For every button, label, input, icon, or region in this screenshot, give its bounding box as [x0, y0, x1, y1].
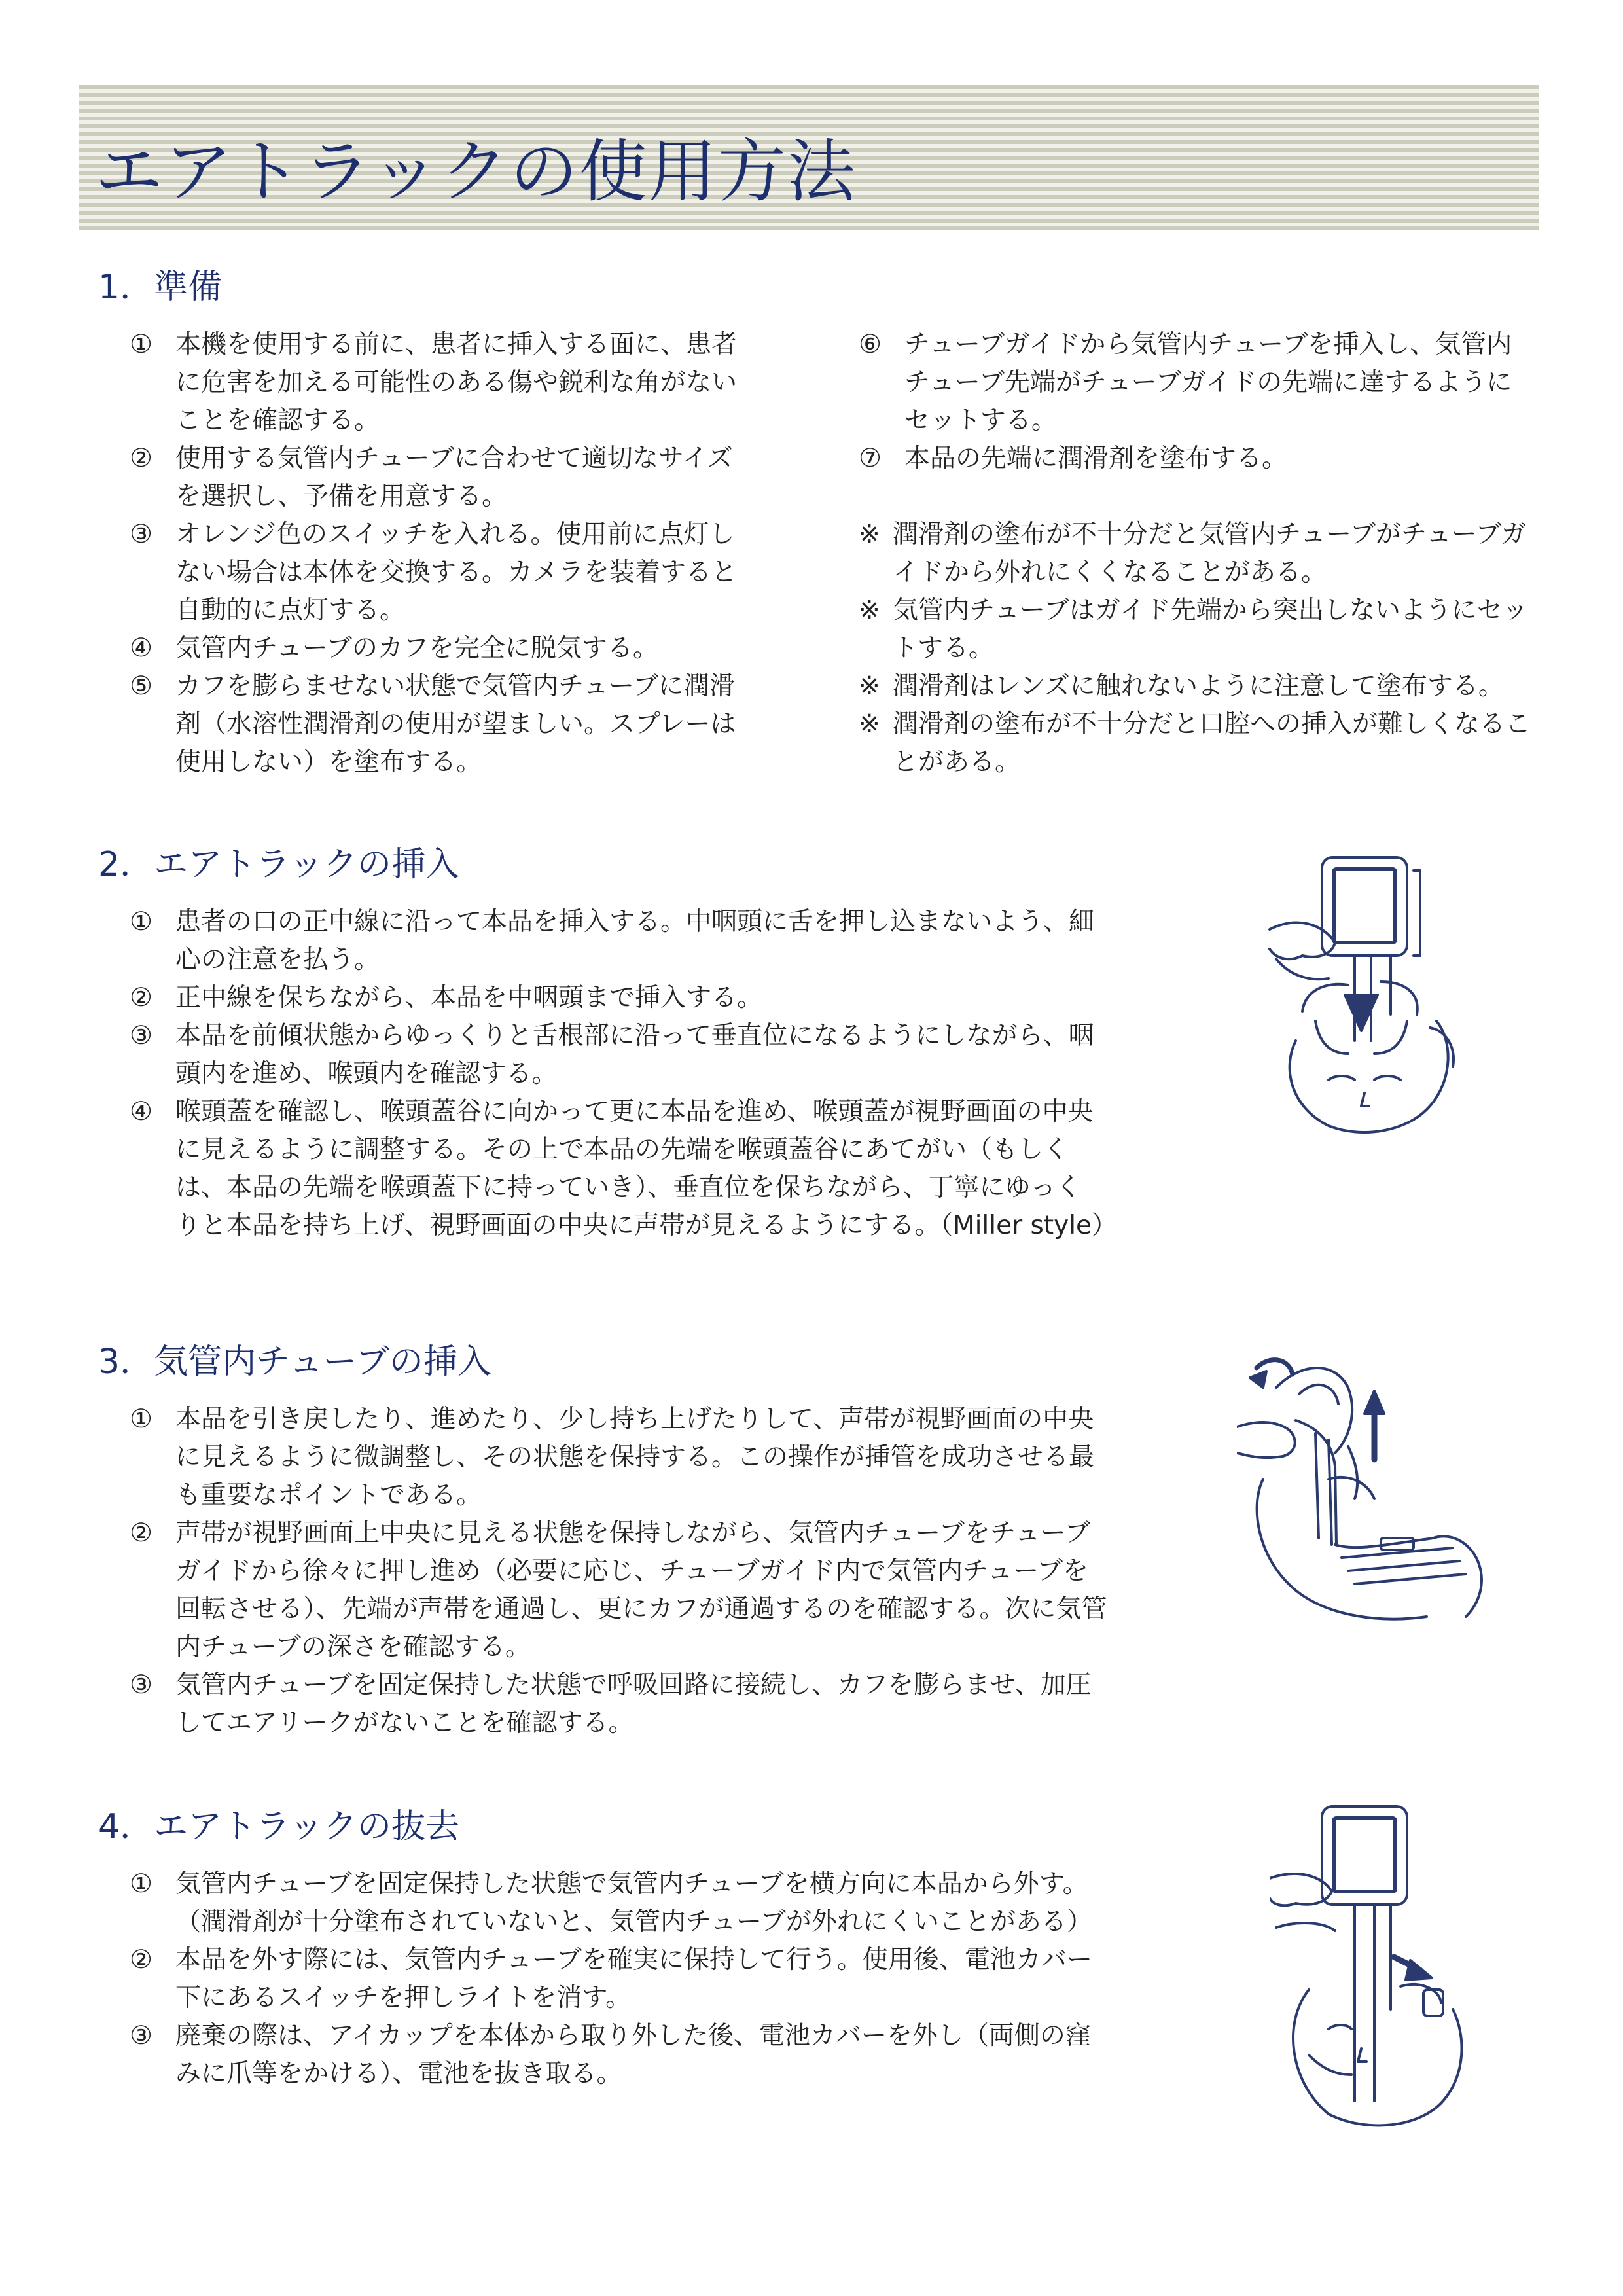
note-item: ※ 潤滑剤の塗布が不十分だと気管内チューブがチューブガイドから外れにくくなることがある。	[859, 520, 1527, 587]
list-item: ① 気管内チューブを固定保持した状態で気管内チューブを横方向に本品から外す。（潤滑剤が十分塗布されていないと、気管内チューブが外れにくいことがある）	[130, 1869, 1092, 1937]
removal-list	[130, 1865, 1105, 2093]
list-item: ① 本機を使用する前に、患者に挿入する面に、患者に危害を加える可能性のある傷や鋭利な角がないことを確認する。	[130, 330, 738, 435]
section-heading-preparation: 1．準備	[98, 268, 223, 307]
airtraq-removal-illustration	[1270, 1793, 1472, 2134]
list-item: ② 声帯が視野画面上中央に見える状態を保持しながら、気管内チューブをチューブガイドから徐々に押し進め（必要に応じ、チューブガイド内で気管内チューブを回転させる）、先端が声帯を通過し、更にカフが通過するのを確認する。次に気管内チューブの深さを確認する。	[130, 1518, 1107, 1662]
page-title: エアトラックの使用方法	[95, 132, 857, 211]
list-item: ① 患者の口の正中線に沿って本品を挿入する。中咽頭に舌を押し込まないよう、細心の注意を払う。	[130, 907, 1095, 975]
list-item: ④ 喉頭蓋を確認し、喉頭蓋谷に向かって更に本品を進め、喉頭蓋が視野画面の中央に見えるように調整する。その上で本品の先端を喉頭蓋谷にあてがい（もしくは、本品の先端を喉頭蓋下に持っていき）、垂直位を保ちながら、丁寧にゆっくりと本品を持ち上げ、視野画面の中央に声帯が見えるようにする。（Miller style）	[130, 1097, 1118, 1240]
list-item: ① 本品を引き戻したり、進めたり、少し持ち上げたりして、声帯が視野画面の中央に見えるように微調整し、その状態を保持する。この操作が挿管を成功させる最も重要なポイントである。	[130, 1405, 1095, 1510]
list-item: ③ オレンジ色のスイッチを入れる。使用前に点灯しない場合は本体を交換する。カメラを装着すると自動的に点灯する。	[130, 520, 738, 625]
section-heading-tube-insertion: 3．気管内チューブの挿入	[98, 1342, 491, 1382]
list-item: ⑦ 本品の先端に潤滑剤を塗布する。	[859, 444, 1288, 473]
list-item: ② 本品を外す際には、気管内チューブを確実に保持して行う。使用後、電池カバー下にあるスイッチを押しライトを消す。	[130, 1945, 1092, 2013]
list-item: ⑥ チューブガイドから気管内チューブを挿入し、気管内チューブ先端がチューブガイドの先端に達するようにセットする。	[859, 330, 1512, 435]
list-item: ③ 気管内チューブを固定保持した状態で呼吸回路に接続し、カフを膨らませ、加圧してエアリークがないことを確認する。	[130, 1670, 1092, 1738]
tube-insertion-list	[130, 1401, 1111, 1742]
list-item: ④ 気管内チューブのカフを完全に脱気する。	[130, 634, 658, 663]
preparation-list-right	[859, 326, 1520, 478]
section-heading-removal: 4．エアトラックの抜去	[98, 1807, 460, 1846]
list-item: ③ 本品を前傾状態からゆっくりと舌根部に沿って垂直位になるようにしながら、咽頭内を進め、喉頭内を確認する。	[130, 1021, 1094, 1088]
preparation-list-left	[130, 326, 758, 781]
list-item: ⑤ カフを膨らませない状態で気管内チューブに潤滑剤（水溶性潤滑剤の使用が望ましい。スプレーは使用しない）を塗布する。	[130, 672, 736, 777]
note-item: ※ 潤滑剤はレンズに触れないように注意して塗布する。	[859, 672, 1504, 701]
list-item: ③ 廃棄の際は、アイカップを本体から取り外した後、電池カバーを外し（両側の窪みに爪等をかける）、電池を抜き取る。	[130, 2021, 1091, 2089]
list-item: ② 正中線を保ちながら、本品を中咽頭まで挿入する。	[130, 983, 763, 1013]
preparation-notes	[859, 516, 1539, 781]
section-heading-insertion: 2．エアトラックの挿入	[98, 845, 460, 884]
tube-insertion-illustration	[1237, 1348, 1499, 1630]
insertion-list	[130, 903, 1118, 1245]
note-item: ※ 気管内チューブはガイド先端から突出しないようにセットする。	[859, 596, 1528, 663]
list-item: ② 使用する気管内チューブに合わせて適切なサイズを選択し、予備を用意する。	[130, 444, 733, 511]
note-item: ※ 潤滑剤の塗布が不十分だと口腔への挿入が難しくなることがある。	[859, 709, 1531, 777]
airtraq-insertion-illustration	[1257, 844, 1472, 1139]
